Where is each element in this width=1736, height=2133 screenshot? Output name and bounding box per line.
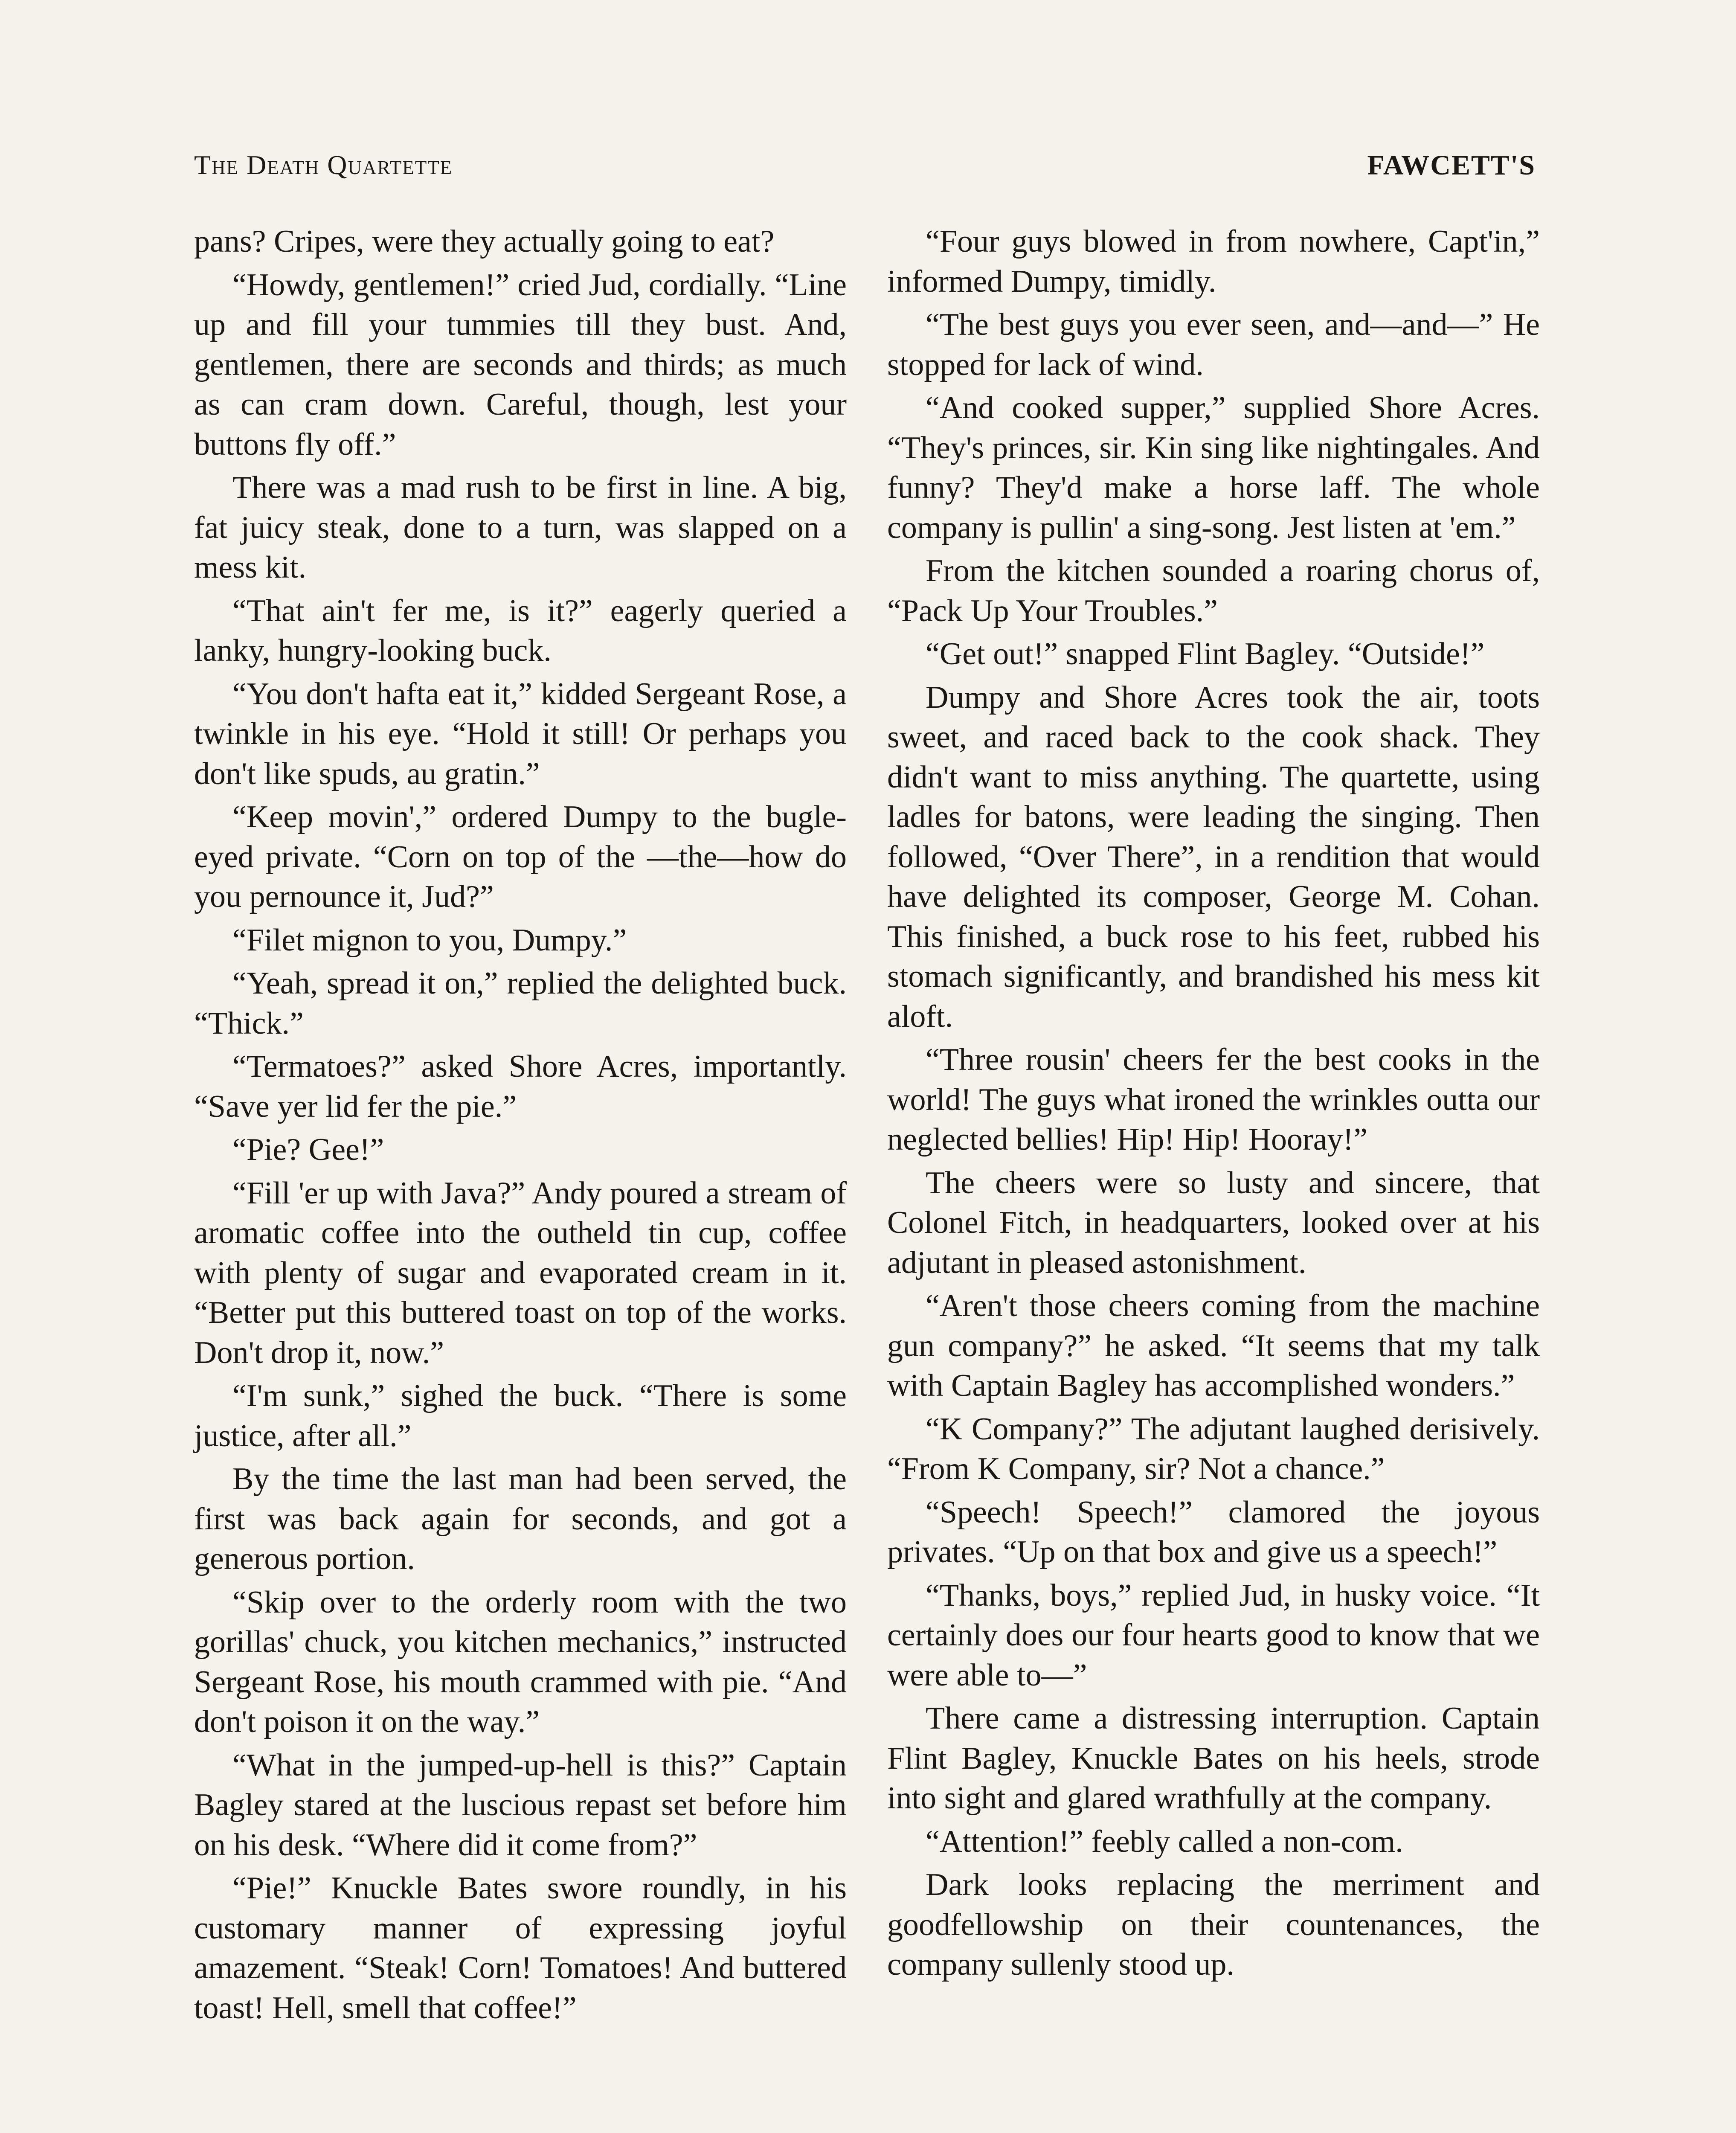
paragraph: “What in the jumped-up-hell is this?” Captain Bagley stared at the luscious repast set before him on his desk. “Where did it come from?” <box>194 1747 847 1863</box>
paragraph: “Speech! Speech!” clamored the joyous privates. “Up on that box and give us a speech!” <box>887 1494 1540 1569</box>
left-column <box>194 222 847 2031</box>
paragraph: Dumpy and Shore Acres took the air, toots sweet, and raced back to the cook shack. They didn't want to miss anything. The quartette, using ladles for batons, were leading the singing. Then followed, “Over There”, in a rendition that would have delighted its composer, George M. Cohan. This finished, a buck rose to his feet, rubbed his stomach significantly, and brandished his mess kit aloft. <box>887 680 1540 1034</box>
paragraph: “Filet mignon to you, Dumpy.” <box>232 922 627 958</box>
running-head <box>194 149 1536 192</box>
paragraph: “Yeah, spread it on,” replied the delighted buck. “Thick.” <box>194 966 847 1041</box>
paragraph: “K Company?” The adjutant laughed derisively. “From K Company, sir? Not a chance.” <box>887 1411 1540 1486</box>
story-title: The Death Quartette <box>194 150 453 180</box>
paragraph: “The best guys you ever seen, and—and—” He stopped for lack of wind. <box>887 307 1540 382</box>
paragraph: “Get out!” snapped Flint Bagley. “Outside!” <box>926 636 1485 671</box>
paragraph: “Attention!” feebly called a non-com. <box>926 1824 1403 1859</box>
paragraph: By the time the last man had been served, the first was back again for seconds, and got a generous portion. <box>194 1462 847 1576</box>
paragraph: “Pie? Gee!” <box>232 1132 384 1167</box>
paragraph: “Skip over to the orderly room with the two gorillas' chuck, you kitchen mechanics,” instructed Sergeant Rose, his mouth crammed with pie. “And don't poison it on the way.” <box>194 1584 847 1739</box>
paragraph: pans? Cripes, were they actually going to eat? <box>194 224 775 259</box>
paragraph: “I'm sunk,” sighed the buck. “There is some justice, after all.” <box>194 1378 847 1453</box>
publication-name: FAWCETT'S <box>1367 150 1536 181</box>
paragraph: “Pie!” Knuckle Bates swore roundly, in his customary manner of expressing joyful amazement. “Steak! Corn! Tomatoes! And buttered toast! Hell, smell that coffee!” <box>194 1871 847 2025</box>
paragraph: “Three rousin' cheers fer the best cooks in the world! The guys what ironed the wrinkles outta our neglected bellies! Hip! Hip! Hooray!” <box>887 1042 1540 1157</box>
paragraph: “Fill 'er up with Java?” Andy poured a stream of aromatic coffee into the outheld tin cup, coffee with plenty of sugar and evaporated cream in it. “Better put this buttered toast on top of the works. Don't drop it, now.” <box>194 1175 847 1370</box>
paragraph: “Aren't those cheers coming from the machine gun company?” he asked. “It seems that my talk with Captain Bagley has accomplished wonders.” <box>887 1288 1540 1403</box>
paragraph: From the kitchen sounded a roaring chorus of, “Pack Up Your Troubles.” <box>887 553 1540 628</box>
paragraph: The cheers were so lusty and sincere, that Colonel Fitch, in headquarters, looked over at his adjutant in pleased astonishment. <box>887 1165 1540 1280</box>
paragraph: “You don't hafta eat it,” kidded Sergeant Rose, a twinkle in his eye. “Hold it still! Or perhaps you don't like spuds, au gratin.” <box>194 676 847 791</box>
paragraph: There came a distressing interruption. Captain Flint Bagley, Knuckle Bates on his heels, strode into sight and glared wrathfully at the company. <box>887 1701 1540 1816</box>
paragraph: There was a mad rush to be first in line. A big, fat juicy steak, done to a turn, was slapped on a mess kit. <box>194 470 847 585</box>
paragraph: Dark looks replacing the merriment and goodfellowship on their countenances, the company sullenly stood up. <box>887 1867 1540 1982</box>
paragraph: “Keep movin',” ordered Dumpy to the bugle-eyed private. “Corn on top of the —the—how do you pernounce it, Jud?” <box>194 799 847 914</box>
paragraph: “Four guys blowed in from nowhere, Capt'in,” informed Dumpy, timidly. <box>887 224 1540 299</box>
paragraph: “Termatoes?” asked Shore Acres, importantly. “Save yer lid fer the pie.” <box>194 1049 847 1124</box>
paragraph: “And cooked supper,” supplied Shore Acres. “They's princes, sir. Kin sing like nightingales. And funny? They'd make a horse laff. The whole company is pullin' a sing-song. Jest listen at 'em.” <box>887 390 1540 545</box>
paragraph: “Thanks, boys,” replied Jud, in husky voice. “It certainly does our four hearts good to know that we were able to—” <box>887 1578 1540 1693</box>
paragraph: “That ain't fer me, is it?” eagerly queried a lanky, hungry-looking buck. <box>194 593 847 668</box>
right-column <box>887 222 1540 1988</box>
paragraph: “Howdy, gentlemen!” cried Jud, cordially. “Line up and fill your tummies till they bust. And, gentlemen, there are seconds and thirds; as much as can cram down. Careful, though, lest your buttons fly off.” <box>194 267 847 462</box>
